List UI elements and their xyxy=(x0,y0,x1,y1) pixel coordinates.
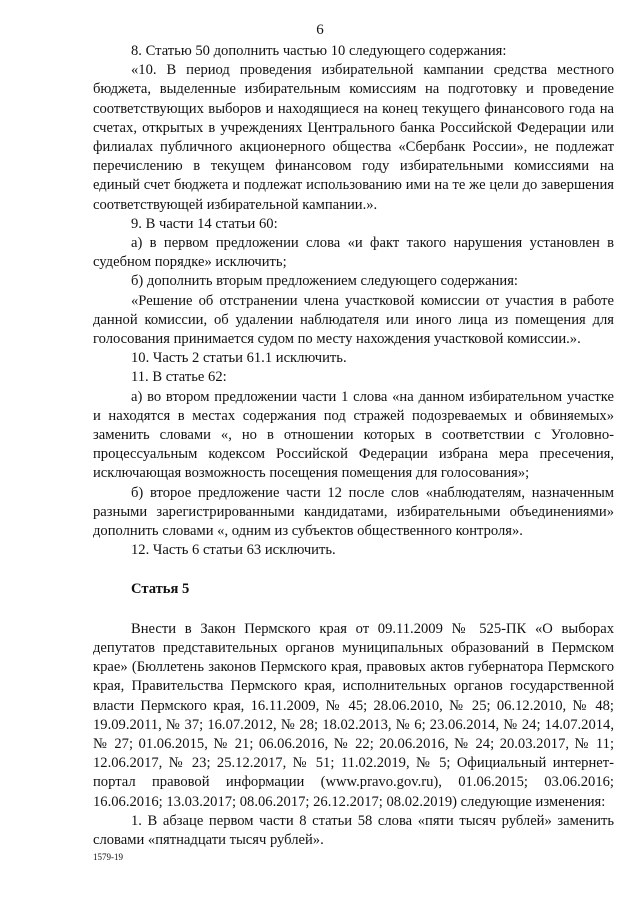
paragraph: 1. В абзаце первом части 8 статьи 58 слова «пяти тысяч рублей» заменить словами «пятнадцати тысяч рублей». xyxy=(93,812,614,848)
paragraph: Внести в Закон Пермского края от 09.11.2009 № 525-ПК «О выборах депутатов представительных органов муниципальных образований в Пермском крае» (Бюллетень законов Пермского края, правовых актов губернатора Пермского края, Правительства Пермского края, исполнительных органов государственной власти Пермского края, 16.11.2009, № 45; 28.06.2010, № 25; 06.12.2010, № 48; 19.09.2011, № 37; 16.07.2012, № 28; 18.02.2013, № 6; 23.06.2014, № 24; 14.07.2014, № 27; 01.06.2015, № 21; 06.06.2016, № 22; 20.06.2016, № 24; 20.03.2017, № 11; 12.06.2017, № 23; 25.12.2017, № 51; 11.02.2019, № 5; Официальный интернет-портал правовой информации (www.pravo.gov.ru), 01.06.2015; 03.06.2016; 16.06.2016; 13.03.2017; 08.06.2017; 26.12.2017; 08.02.2019) следующие изменения: xyxy=(93,620,614,810)
document-code: 1579-19 xyxy=(93,852,123,862)
paragraph: б) дополнить вторым предложением следующего содержания: xyxy=(131,273,518,290)
paragraph: 12. Часть 6 статьи 63 исключить. xyxy=(131,542,336,559)
paragraph: а) во втором предложении части 1 слова «на данном избирательном участке и находятся в местах содержания под стражей подозреваемых и обвиняемых» заменить словами «, но в отношении которых в соответствии с Уголовно-процессуальным кодексом Российской Федерации избрана мера пресечения, исключающая возможность посещения помещения для голосования»; xyxy=(93,388,614,482)
page-number: 6 xyxy=(316,22,324,38)
paragraph: 8. Статью 50 дополнить частью 10 следующего содержания: xyxy=(131,43,507,59)
paragraph: б) второе предложение части 12 после слов «наблюдателям, назначенным разными зарегистрированными кандидатами, избирательными объединениями» дополнить словами «, одним из субъектов общественного контроля». xyxy=(93,484,614,540)
paragraph: 10. Часть 2 статьи 61.1 исключить. xyxy=(131,350,347,367)
paragraph: «10. В период проведения избирательной кампании средства местного бюджета, выделенные избирательным комиссиям на подготовку и проведение соответствующих выборов и находящиеся на конец текущего финансового года на счетах, открытых в учреждениях Центрального банка Российской Федерации или филиалах публичного акционерного общества «Сбербанк России», не подлежат перечислению в текущем финансовом году избирательными комиссиями на единый счет бюджета и подлежат использованию ими на те же цели до завершения соответствующей избирательной кампании.». xyxy=(93,62,614,213)
article-heading: Статья 5 xyxy=(131,581,190,598)
paragraph: а) в первом предложении слова «и факт такого нарушения установлен в судебном порядке» исключить; xyxy=(93,235,614,271)
document-body xyxy=(93,42,614,850)
paragraph: 11. В статье 62: xyxy=(131,369,227,386)
paragraph: 9. В части 14 статьи 60: xyxy=(131,215,278,232)
paragraph: «Решение об отстранении члена участковой комиссии от участия в работе данной комиссии, об удалении наблюдателя или иного лица из помещения для голосования принимается судом по месту нахождения участковой комиссии.». xyxy=(93,292,614,348)
